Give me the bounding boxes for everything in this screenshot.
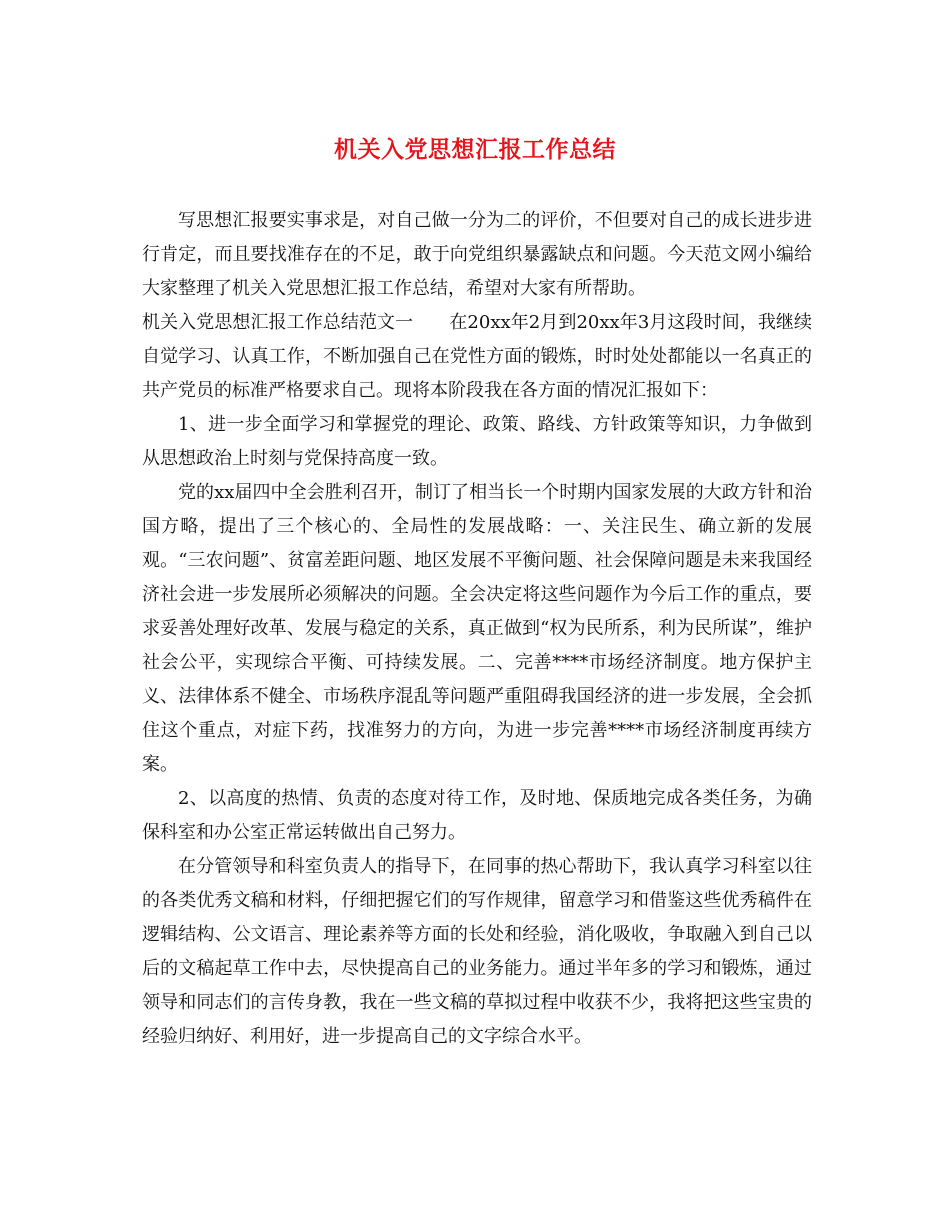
paragraph-sample-one: 机关入党思想汇报工作总结范文一 在20xx年2月到20xx年3月这段时间，我继续自觉学习、认真工作，不断加强自己在党性方面的锻炼，时时处处都能以一名真正的共产党员的标准严格要求自己。现将本阶段我在各方面的情况汇报如下： bbox=[142, 312, 812, 401]
paragraph-point-one: 1、进一步全面学习和掌握党的理论、政策、路线、方针政策等知识，力争做到从思想政治上时刻与党保持高度一致。 bbox=[142, 414, 812, 469]
document-body bbox=[142, 204, 812, 1054]
paragraph-point-two: 2、以高度的热情、负责的态度对待工作，及时地、保质地完成各类任务，为确保科室和办公室正常运转做出自己努力。 bbox=[142, 788, 812, 843]
paragraph-learning: 在分管领导和科室负责人的指导下，在同事的热心帮助下，我认真学习科室以往的各类优秀文稿和材料，仔细把握它们的写作规律，留意学习和借鉴这些优秀稿件在逻辑结构、公文语言、理论素养等方面的长处和经验，消化吸收，争取融入到自己以后的文稿起草工作中去，尽快提高自己的业务能力。通过半年多的学习和锻炼，通过领导和同志们的言传身教，我在一些文稿的草拟过程中收获不少，我将把这些宝贵的经验归纳好、利用好，进一步提高自己的文字综合水平。 bbox=[142, 856, 812, 1047]
paragraph-plenary: 党的xx届四中全会胜利召开，制订了相当长一个时期内国家发展的大政方针和治国方略，提出了三个核心的、全局性的发展战略：一、关注民生、确立新的发展观。“三农问题”、贫富差距问题、地区发展不平衡问题、社会保障问题是未来我国经济社会进一步发展所必须解决的问题。全会决定将这些问题作为今后工作的重点，要求妥善处理好改革、发展与稳定的关系，真正做到“权为民所系，利为民所谋”，维护社会公平，实现综合平衡、可持续发展。二、完善****市场经济制度。地方保护主义、法律体系不健全、市场秩序混乱等问题严重阻碍我国经济的进一步发展，全会抓住这个重点，对症下药，找准努力的方向，为进一步完善****市场经济制度再续方案。 bbox=[142, 482, 812, 775]
document-title: 机关入党思想汇报工作总结 bbox=[334, 136, 616, 163]
paragraph-intro: 写思想汇报要实事求是，对自己做一分为二的评价，不但要对自己的成长进步进行肯定，而且要找准存在的不足，敢于向党组织暴露缺点和问题。今天范文网小编给大家整理了机关入党思想汇报工作总结，希望对大家有所帮助。 bbox=[142, 210, 812, 299]
